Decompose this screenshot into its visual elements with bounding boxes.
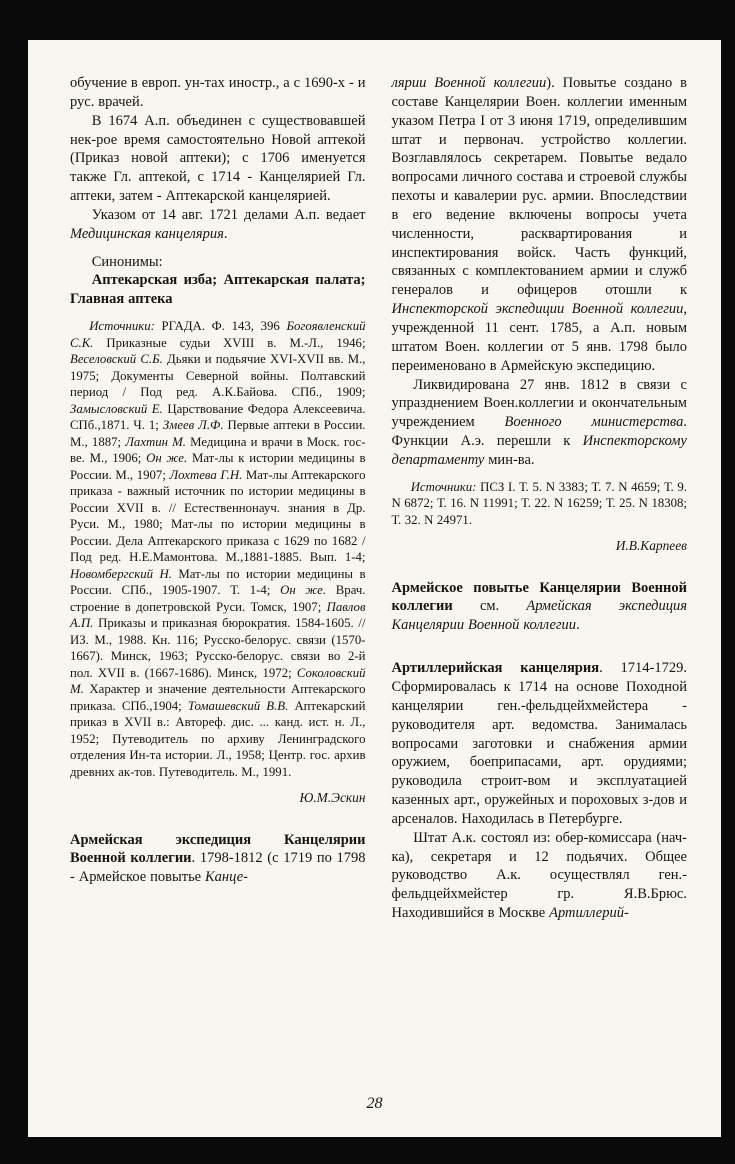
text-run: Он же. (280, 583, 327, 598)
text-run: Инспекторскому департаменту (391, 433, 687, 468)
synonyms-list (70, 271, 366, 309)
text-run: Армейская экспедиция Канцелярии Военной коллегии (70, 831, 366, 867)
text-run: Новомбергский Н. (70, 566, 172, 581)
paragraph: Ликвидирована 27 янв. 1812 в связи с упразднением Воен.коллегии и окончательным учреждением Военного министерства. Функции А.э. перешли к Инспекторскому департаменту мин-ва. (391, 376, 687, 468)
text-run: Канце- (205, 869, 248, 886)
text-run: Источники: (410, 479, 477, 494)
paragraph: Указом от 14 авг. 1721 делами А.п. ведает Медицинская канцелярия. (70, 206, 366, 242)
text-run: Лахтин М. (125, 434, 186, 449)
text-run: Армейское повытье Канцелярии Военной коллегии (391, 579, 687, 615)
text-run: Он же. (146, 451, 188, 466)
sources-paragraph: Источники: РГАДА. Ф. 143, 396 Богоявленский С.К. Приказные судьи XVIII в. М.-Л., 1946; Веселовский С.Б. Дьяки и подьячие XVI-XVII вв. М., 1975; Документы Северной войны. Полтавский период / Под ред. А.К.Байова. СПб., 1909; Замысловский Е. Царствование Федора Алексеевича. СПб.,1871. Ч. 1; Змеев Л.Ф. Первые аптеки в России. М., 1887; Лахтин М. Медицина и врачи в Моск. гос-ве. М., 1906; Он же. Мат-лы к истории медицины в России. М., 1907; Лохтева Г.Н. Мат-лы Аптекарского приказа - важный источник по истории медицины в России XVII в. // Естественнонауч. знания в Др. Руси. М., 1980; Мат-лы по истории медицины в России. Дела Аптекарского приказа с 1629 по 1682 / Под ред. Н.Е.Мамонтова. М.,1881-1885. Вып. 1-4; Новомбергский Н. Мат-лы по истории медицины в России. СПб., 1905-1907. Т. 1-4; Он же. Врач. строение в допетровской Руси. Томск, 1907; Павлов А.П. Приказы и приказная бюрократия. 1584-1605. // ИЗ. М., 1988. Кн. 116; Русско-белорус. связи (1570-1667). Минск, 1963; Русско-белорус. связи во 2-й пол. XVII в. (1667-1686). Минск, 1972; Соколовский М. Характер и значение деятельности Аптекарского приказа. СПб.,1904; Томашевский В.В. Аптекарский приказ в XVII в.: Автореф. дис. ... канд. ист. н. Л., 1952; Путеводитель по архиву Ленинградского отделения Ин-та истории. Л., 1958; Центр. гос. архив древних ак-тов. Путеводитель. М., 1991. (70, 319, 366, 779)
entry-paragraph: Армейское повытье Канцелярии Военной коллегии см. Армейская экспедиция Канцелярии Военной коллегии. (391, 579, 687, 634)
text-run: Ю.М.Эскин (299, 790, 366, 806)
paragraph-continued: лярии Военной коллегии). Повытье создано в составе Канцелярии Воен. коллегии именным указом Петра I от 3 июня 1719, определившим штат и первонач. устройство коллегии. Возглавлялось секретарем. Повытье ведало вопросами личного состава и строевой службы пехоты и кавалерии рус. армии. Впоследствии в его ведение включены вопросы учета численности, расквартирования и инспектирования войск. Часть функций, связанных с комплектованием армии и служб генералов и офицеров отошли к Инспекторской экспедиции Военной коллегии, учрежденной 11 сент. 1785, а А.п. новым штатом Воен. коллегии от 5 янв. 1798 было переименовано в Армейскую экспедицию. (391, 75, 688, 374)
text-run: Павлов А.П. (70, 599, 366, 631)
page-number: 28 (366, 1095, 383, 1112)
entry-paragraph: Артиллерийская канцелярия. 1714-1729. Сформировалась к 1714 на основе Походной канцелярии ген.-фельдцейхмейстера - руководителя арт. ведомства. Занималась вопросами заготовки и снабжения армии оружием, боеприпасами, арт. орудиями; руководила строит-вом и эксплуатацией казенных арт., оружейных и пороховых з-дов и арсеналов. Находилась в Петербурге. (391, 660, 687, 827)
text-columns (70, 74, 687, 923)
text-run: Армейская экспедиция Канцелярии Военной коллегии (391, 598, 687, 634)
paragraph-continued: обучение в европ. ун-тах иностр., а с 1690-х - и рус. врачей. (70, 75, 366, 110)
text-run: Замысловский Е. (70, 401, 163, 416)
text-run: И.В.Карпеев (615, 538, 687, 554)
text-run: Медицинская канцелярия (70, 225, 224, 242)
text-run: Змеев Л.Ф. (162, 418, 224, 433)
book-page (28, 40, 721, 1137)
text-run: Аптекарская изба; Аптекарская палата; Главная аптека (70, 272, 366, 308)
text-run: Соколовский М. (70, 665, 366, 697)
text-run: Артиллерийская канцелярия (391, 660, 600, 677)
text-run: Инспекторской экспедиции Военной коллегии (391, 301, 684, 318)
column-right (392, 74, 688, 923)
text-run: лярии Военной коллегии (391, 75, 547, 91)
paragraph: Штат А.к. состоял из: обер-комиссара (нач-ка), секретаря и 12 подьячих. Общее руководство А.к. осуществлял ген.-фельдцейхмейстер гр. Я.В.Брюс. Находившийся в Москве Артиллерий- (391, 829, 687, 922)
paragraph: В 1674 А.п. объединен с существовавшей нек-рое время самостоятельно Новой аптекой (Приказ новой аптеки); с 1706 именуется также Гл. аптекой, с 1714 - Канцелярией Гл. аптеки, затем - Аптекарской канцелярией. (70, 112, 366, 205)
text-run: Артиллерий- (549, 905, 629, 922)
text-run: Источники: (89, 319, 155, 334)
text-run: Томашевский В.В. (187, 698, 289, 713)
author-signature (392, 537, 688, 554)
author-signature (70, 789, 366, 806)
synonyms-heading: Синонимы: (91, 253, 163, 270)
sources-paragraph: Источники: ПСЗ I. Т. 5. N 3383; Т. 7. N 4659; Т. 9. N 6872; Т. 16. N 11991; Т. 22. N 16259; Т. 25. N 18308; Т. 32. N 24971. (391, 479, 687, 527)
text-run: Лохтева Г.Н. (169, 467, 243, 482)
column-left (70, 74, 366, 923)
entry-paragraph: Армейская экспедиция Канцелярии Военной коллегии. 1798-1812 (с 1719 по 1798 - Армейское повытье Канце- (70, 831, 366, 886)
text-run: Веселовский С.Б. (70, 352, 163, 367)
text-run: Богоявленский С.К. (70, 319, 366, 350)
text-run: Военного министерства (504, 414, 684, 431)
